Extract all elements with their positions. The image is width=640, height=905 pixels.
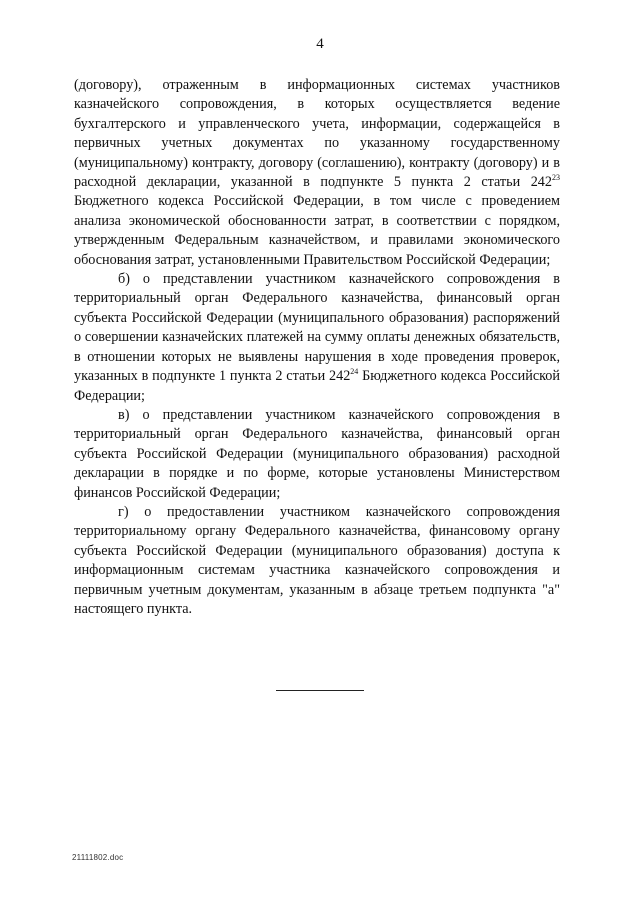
footnote-superscript: 24 bbox=[350, 367, 359, 377]
footnote-superscript: 23 bbox=[552, 173, 560, 183]
paragraph-continuation bbox=[74, 76, 560, 270]
paragraph-text: б) о представлении участником казначейского сопровождения в территориальный орган Федерального казначейства, финансовый орган субъекта Российской Федерации (муниципального образования) распоряжений о совершении казначейских платежей на сумму оплаты денежных обязательств, в отношении которых не выявлены нарушения в ходе проведения проверок, указанных в подпункте 1 пункта 2 статьи 242 bbox=[74, 271, 560, 385]
page-number: 4 bbox=[316, 36, 324, 52]
paragraph-item-g bbox=[74, 503, 560, 619]
file-code: 21111802.doc bbox=[72, 853, 124, 862]
paragraph-text: в) о представлении участником казначейского сопровождения в территориальный орган Федерального казначейства, финансовый орган субъекта Российской Федерации (муниципального образования) расходной декларации в порядке и по форме, которые установлены Министерством финансов Российской Федерации; bbox=[74, 406, 560, 501]
paragraph-item-b bbox=[74, 270, 560, 406]
paragraph-item-v bbox=[74, 406, 560, 503]
paragraph-text: Бюджетного кодекса Российской Федерации, в том числе с проведением анализа экономической обоснованности затрат, в соответствии с порядком, утвержденным Федеральным казначейством, и правилами экономического обоснования затрат, установленными Правительством Российской Федерации; bbox=[74, 193, 560, 268]
document-body bbox=[74, 76, 560, 619]
end-separator-line bbox=[276, 690, 364, 691]
paragraph-text: г) о предоставлении участником казначейского сопровождения территориальному органу Федерального казначейства, финансовому органу субъекта Российской Федерации (муниципального образования) доступа к информационным системам участника казначейского сопровождения и первичным учетным документам, указанным в абзаце третьем подпункта "а" настоящего пункта. bbox=[74, 503, 560, 617]
paragraph-text: (договору), отраженным в информационных системах участников казначейского сопровождения, в которых осуществляется ведение бухгалтерского и управленческого учета, информации, содержащейся в первичных учетных документах по указанному государственному (муниципальному) контракту, договору (соглашению), контракту (договору) и в расходной декларации, указанной в подпункте 5 пункта 2 статьи 242 bbox=[74, 77, 560, 191]
paragraph-text: Бюджетного кодекса Российской Федерации; bbox=[74, 368, 560, 404]
